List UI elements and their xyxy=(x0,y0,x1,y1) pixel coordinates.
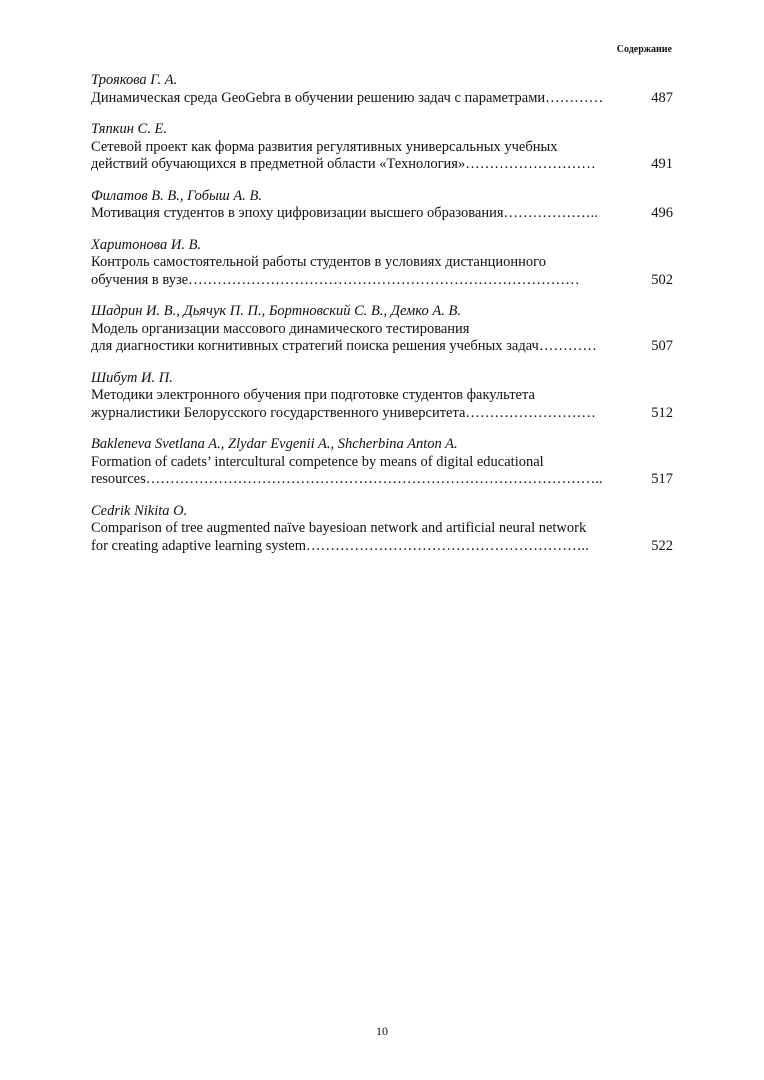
entry-title-line: Сетевой проект как форма развития регулятивных универсальных учебных xyxy=(91,138,558,155)
entry-title-line: Модель организации массового динамического тестирования xyxy=(91,320,470,337)
toc-entry xyxy=(91,72,673,107)
entry-page-number: 496 xyxy=(651,205,673,221)
entry-author: Троякова Г. А. xyxy=(91,72,178,88)
entry-page-number: 507 xyxy=(651,338,673,354)
entry-title: обучения в вузе……………………………………………………………………… xyxy=(91,271,580,288)
entry-author: Шадрин И. В., Дьячук П. П., Бортновский С. В., Демко А. В. xyxy=(91,303,461,319)
table-of-contents xyxy=(91,72,673,569)
toc-entry xyxy=(91,503,673,556)
entry-title-line xyxy=(91,272,673,290)
entry-page-number: 502 xyxy=(651,271,673,288)
entry-page-number: 512 xyxy=(651,404,673,421)
entry-title: для диагностики когнитивных стратегий поиска решения учебных задач………… xyxy=(91,338,597,354)
entry-title-line xyxy=(91,338,673,356)
entry-title: for creating adaptive learning system………………………………………………….. xyxy=(91,537,589,554)
entry-title-line xyxy=(91,205,673,223)
toc-entry xyxy=(91,237,673,290)
toc-entry xyxy=(91,303,673,356)
entry-page-number: 517 xyxy=(651,471,673,487)
toc-entry xyxy=(91,370,673,423)
entry-title-line xyxy=(91,471,673,489)
entry-title: действий обучающихся в предметной области «Технология»……………………… xyxy=(91,156,596,172)
toc-entry xyxy=(91,121,673,174)
entry-author: Филатов В. В., Гобыш А. В. xyxy=(91,187,262,204)
entry-title-line xyxy=(91,405,673,423)
entry-author: Тяпкин С. Е. xyxy=(91,121,167,137)
entry-title: Мотивация студентов в эпоху цифровизации высшего образования……………….. xyxy=(91,205,598,221)
entry-page-number: 491 xyxy=(651,156,673,172)
entry-page-number: 522 xyxy=(651,537,673,554)
entry-title-line xyxy=(91,90,673,108)
entry-title-line: Методики электронного обучения при подготовке студентов факультета xyxy=(91,387,535,403)
page-number: 10 xyxy=(376,1024,388,1038)
running-header: Содержание xyxy=(616,44,672,55)
entry-title: resources………………………………………………………………………………….. xyxy=(91,471,603,487)
entry-author: Харитонова И. В. xyxy=(91,236,202,253)
entry-page-number: 487 xyxy=(651,89,673,106)
entry-title: журналистики Белорусского государственного университета……………………… xyxy=(91,404,596,421)
toc-entry xyxy=(91,436,673,489)
entry-author: Шибут И. П. xyxy=(91,369,173,386)
entry-title: Динамическая среда GeoGebra в обучении решению задач с параметрами………… xyxy=(91,89,604,106)
toc-entry xyxy=(91,188,673,223)
entry-title-line: Comparison of tree augmented naïve bayesioan network and artificial neural network xyxy=(91,520,587,536)
entry-author: Cedrik Nikita O. xyxy=(91,502,188,519)
entry-author: Bakleneva Svetlana A., Zlydar Evgenii A., Shcherbina Anton A. xyxy=(91,436,458,452)
entry-title-line: Контроль самостоятельной работы студентов в условиях дистанционного xyxy=(91,254,546,270)
entry-title-line: Formation of cadets’ intercultural competence by means of digital educational xyxy=(91,453,544,470)
entry-title-line xyxy=(91,538,673,556)
entry-title-line xyxy=(91,156,673,174)
